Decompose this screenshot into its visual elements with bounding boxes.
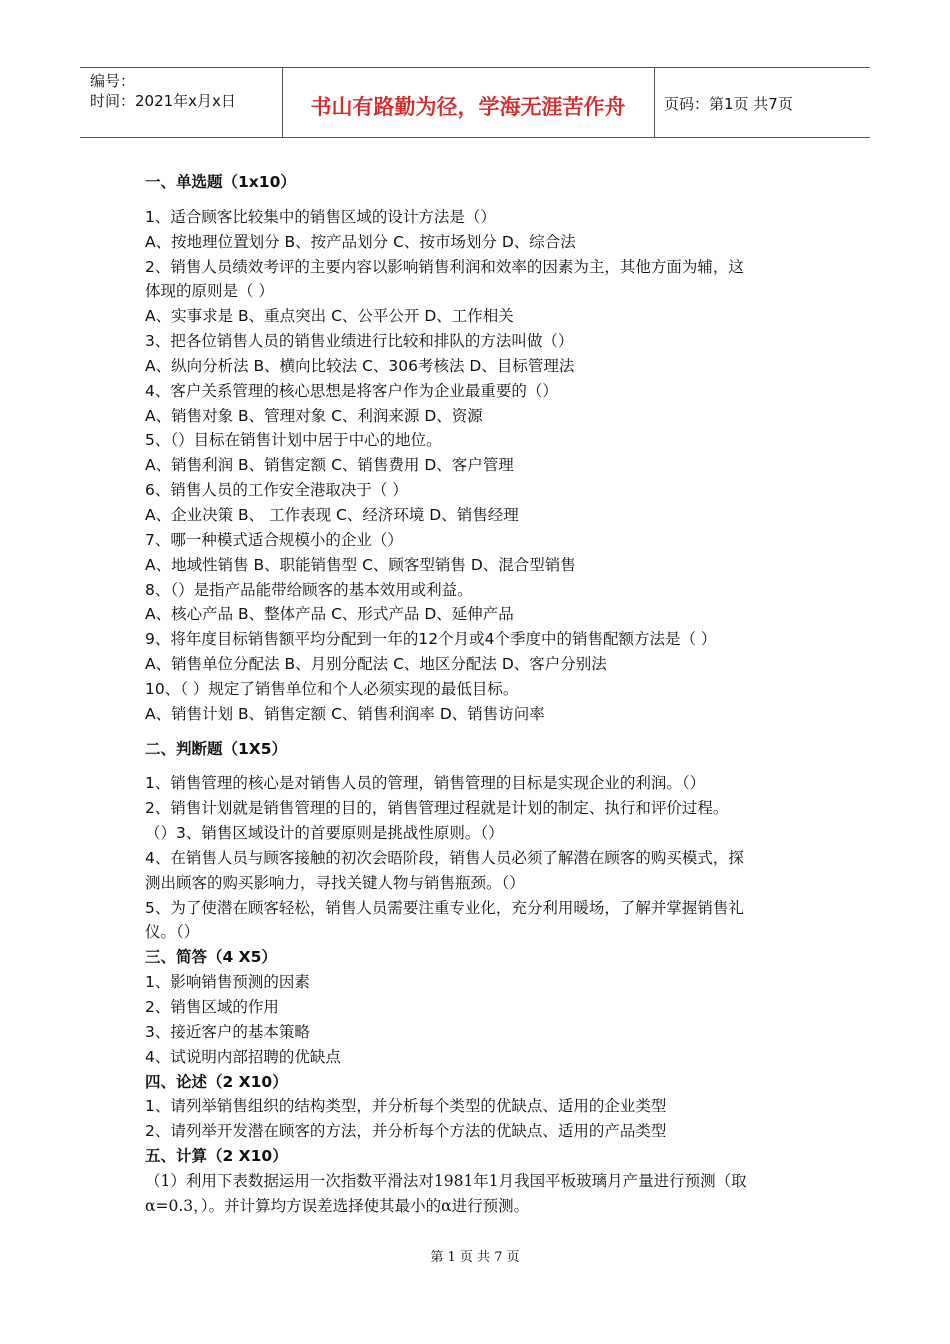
statement-line: 仪。（） [145,923,200,942]
page-info: 页码：第1页 共7页 [664,95,793,113]
question-line: 4、客户关系管理的核心思想是将客户作为企业最重要的（） [145,381,558,400]
section-title-single-choice: 一、单选题（1x10） [145,173,296,191]
option-line: A、销售对象 B、管理对象 C、利润来源 D、资源 [145,406,483,425]
question-line: 8、（）是指产品能带给顾客的基本效用或利益。 [145,580,473,599]
statement-line: 2、销售计划就是销售管理的目的，销售管理过程就是计划的制定、执行和评价过程。 [145,799,729,818]
essay-line: 1、请列举销售组织的结构类型，并分析每个类型的优缺点、适用的企业类型 [145,1097,667,1116]
option-line: A、地域性销售 B、职能销售型 C、顾客型销售 D、混合型销售 [145,555,576,574]
time-label: 时间：2021年x月x日 [90,92,236,110]
short-answer-line: 4、试说明内部招聘的优缺点 [145,1047,341,1066]
statement-line: （）3、销售区域设计的首要原则是挑战性原则。（） [145,824,504,843]
question-line: 9、将年度目标销售额平均分配到一年的12个月或4个季度中的销售配额方法是（ ） [145,630,717,649]
option-line: A、按地理位置划分 B、按产品划分 C、按市场划分 D、综合法 [145,232,576,251]
question-line: 6、销售人员的工作安全港取决于（ ） [145,481,408,500]
section-title-true-false: 二、判断题（1X5） [145,739,288,758]
motto-text: 书山有路勤为径，学海无涯苦作舟 [310,95,626,119]
option-line: A、核心产品 B、整体产品 C、形式产品 D、延伸产品 [145,605,514,624]
page-header [80,67,870,138]
statement-line: 测出顾客的购买影响力，寻找关键人物与销售瓶颈。（） [145,873,525,892]
question-line: 10、（ ）规定了销售单位和个人必须实现的最低目标。 [145,679,519,698]
document-body [145,170,815,1219]
serial-number-label: 编号： [90,72,136,90]
section-title-calculation: 五、计算（2 X10） [145,1147,288,1166]
header-page-cell [655,68,870,137]
option-line: A、纵向分析法 B、横向比较法 C、306考核法 D、目标管理法 [145,356,575,375]
section-title-short-answer: 三、简答（4 X5） [145,948,277,967]
option-line: A、销售单位分配法 B、月别分配法 C、地区分配法 D、客户分别法 [145,655,607,674]
question-line: 3、把各位销售人员的销售业绩进行比较和排队的方法叫做（） [145,332,574,351]
calculation-line: （1）利用下表数据运用一次指数平滑法对1981年1月我国平板玻璃月产量进行预测（取 [145,1171,747,1190]
essay-line: 2、请列举开发潜在顾客的方法，并分析每个方法的优缺点、适用的产品类型 [145,1122,667,1141]
statement-line: 4、在销售人员与顾客接触的初次会晤阶段，销售人员必须了解潜在顾客的购买模式，探 [145,848,744,867]
header-meta-cell [80,68,283,137]
option-line: A、销售利润 B、销售定额 C、销售费用 D、客户管理 [145,456,514,475]
statement-line: 5、为了使潜在顾客轻松，销售人员需要注重专业化，充分利用暖场，了解并掌握销售礼 [145,898,744,917]
option-line: A、销售计划 B、销售定额 C、销售利润率 D、销售访问率 [145,704,545,723]
header-motto-cell [282,68,655,137]
short-answer-line: 2、销售区域的作用 [145,998,279,1016]
question-line: 2、销售人员绩效考评的主要内容以影响销售利润和效率的因素为主，其他方面为辅，这 [145,257,744,276]
page-footer: 第 1 页 共 7 页 [430,1250,520,1265]
question-line: 7、哪一种模式适合规模小的企业（） [145,530,403,549]
statement-line: 1、销售管理的核心是对销售人员的管理，销售管理的目标是实现企业的利润。（） [145,774,706,793]
option-line: A、企业决策 B、 工作表现 C、经济环境 D、销售经理 [145,505,519,524]
option-line: A、实事求是 B、重点突出 C、公平公开 D、工作相关 [145,307,514,326]
calculation-line: α=0.3，）。并计算均方误差选择使其最小的α进行预测。 [145,1196,530,1215]
section-title-essay: 四、论述（2 X10） [145,1072,288,1091]
short-answer-line: 1、影响销售预测的因素 [145,973,310,992]
short-answer-line: 3、接近客户的基本策略 [145,1022,310,1041]
question-line: 1、适合顾客比较集中的销售区域的设计方法是（） [145,207,496,226]
question-line: 5、（）目标在销售计划中居于中心的地位。 [145,431,442,450]
question-line: 体现的原则是（ ） [145,282,274,301]
